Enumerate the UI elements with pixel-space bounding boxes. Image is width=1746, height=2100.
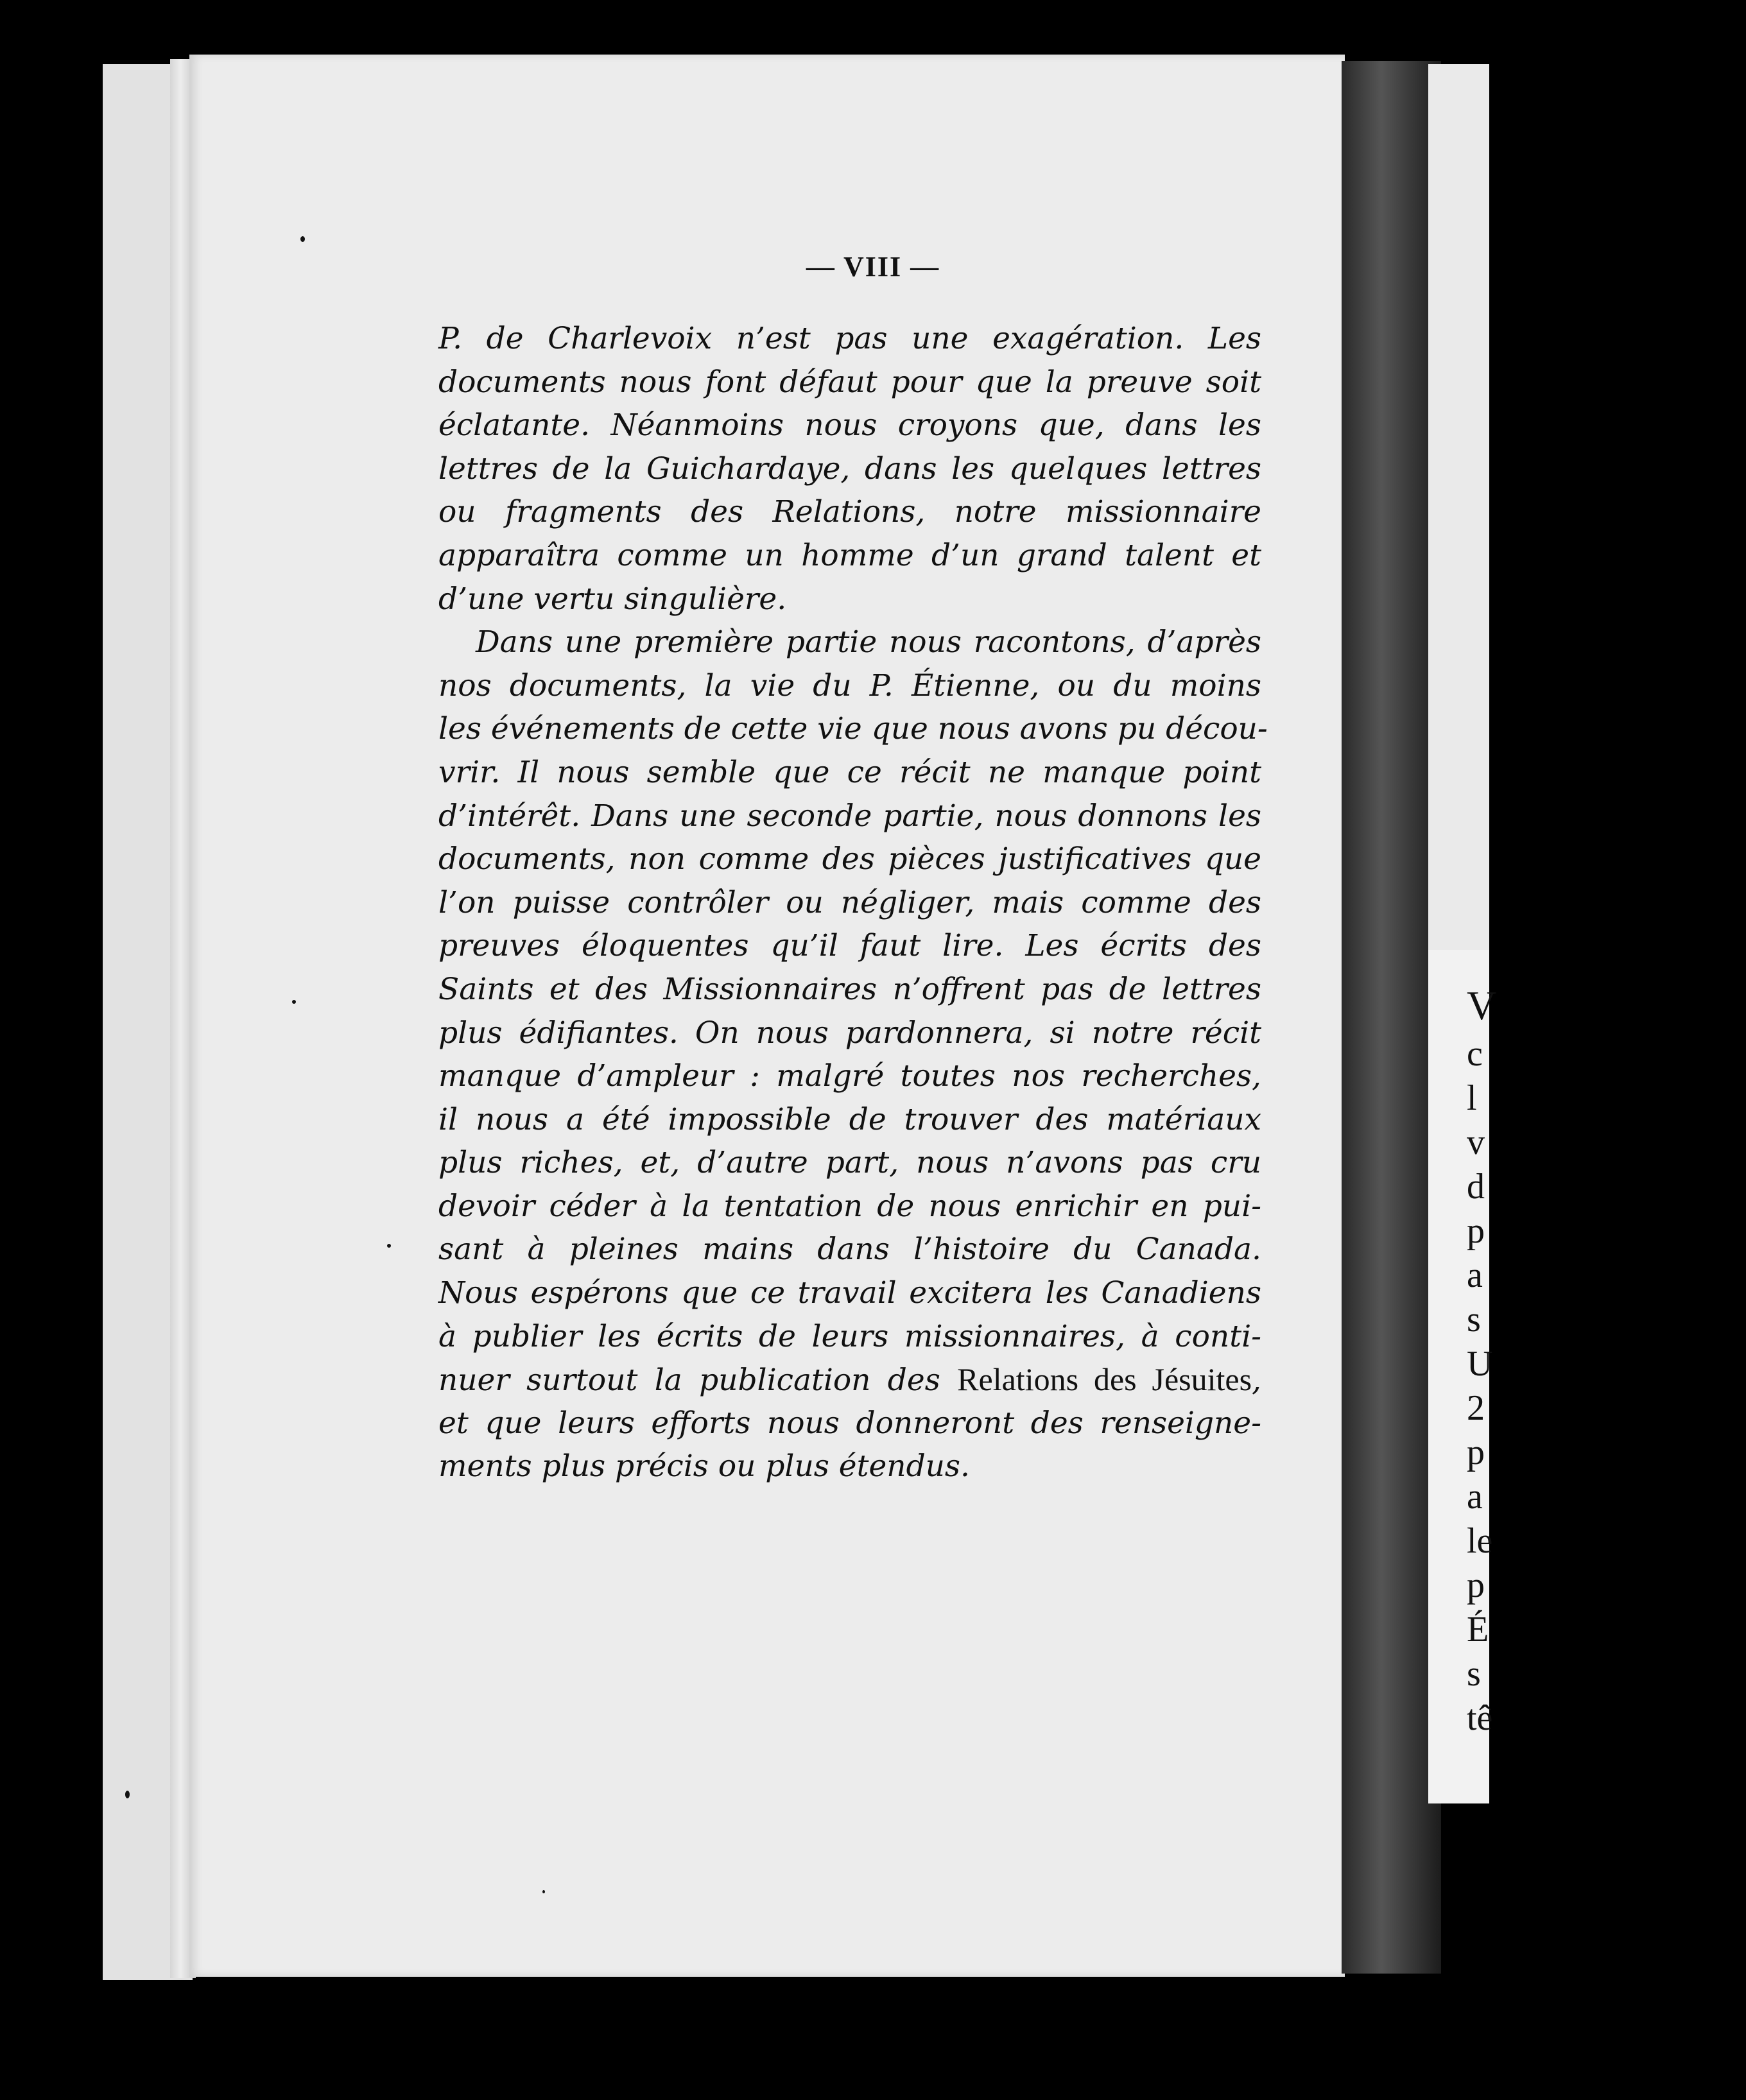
facing-page-letter: v	[1467, 1123, 1485, 1162]
book-gutter	[1342, 61, 1441, 1974]
facing-page-letter: a	[1467, 1477, 1483, 1517]
text-line: éclatante. Néanmoins nous croyons que, dans les	[438, 408, 1261, 443]
facing-page-top	[1428, 64, 1489, 950]
text-line: apparaîtra comme un homme d’un grand talent et	[438, 537, 1261, 573]
text-line: il nous a été impossible de trouver des matériaux	[438, 1101, 1261, 1137]
facing-page-letter: p	[1467, 1211, 1485, 1251]
facing-page-letter: V	[1467, 983, 1497, 1028]
text-line: documents nous font défaut pour que la preuve soit	[438, 364, 1261, 400]
facing-page-letter: tê	[1467, 1698, 1493, 1738]
text-line: ments plus précis ou plus étendus.	[438, 1449, 970, 1485]
text-line: plus riches, et, d’autre part, nous n’avons pas cru	[438, 1145, 1261, 1181]
paragraph-2	[438, 621, 1268, 1488]
text-line: d’une vertu singulière.	[438, 581, 787, 617]
facing-page-letter: s	[1467, 1654, 1481, 1694]
text-line: l’on puisse contrôler ou négliger, mais comme des	[438, 884, 1261, 920]
text-line: Dans une première partie nous racontons, d’après	[476, 624, 1261, 660]
text-fragment: nuer surtout la publication des	[438, 1363, 958, 1399]
facing-page-letter: 2	[1467, 1388, 1485, 1428]
text-line: les événements de cette vie que nous avons pu décou-	[438, 711, 1268, 747]
facing-page-letter: É	[1467, 1610, 1489, 1649]
text-line: P. de Charlevoix n’est pas une exagération. Les	[438, 321, 1261, 356]
facing-page-letter: d	[1467, 1167, 1485, 1207]
facing-page-letter: p	[1467, 1433, 1485, 1472]
scan-speck	[387, 1244, 391, 1248]
text-line: d’intérêt. Dans une seconde partie, nous donnons les	[438, 798, 1261, 834]
book-title: Relations des Jésuites	[957, 1361, 1252, 1398]
text-line: devoir céder à la tentation de nous enrichir en pui-	[438, 1188, 1261, 1224]
text-line: vrir. Il nous semble que ce récit ne manque point	[438, 754, 1261, 790]
text-line: preuves éloquentes qu’il faut lire. Les écrits des	[438, 928, 1261, 964]
page-number: — VIII —	[806, 251, 940, 282]
text-line: Saints et des Missionnaires n’offrent pas de lettres	[438, 971, 1261, 1007]
text-line-with-title	[438, 1358, 1261, 1402]
paragraph-1	[438, 317, 1261, 621]
facing-page-letter: l	[1467, 1078, 1477, 1118]
facing-page-letter: p	[1467, 1565, 1485, 1605]
text-line: à publier les écrits de leurs missionnaires, à conti-	[438, 1318, 1261, 1354]
text-line: ou fragments des Relations, notre missionnaire	[438, 494, 1261, 530]
text-line: lettres de la Guichardaye, dans les quelques lettres	[438, 451, 1261, 486]
scan-speck	[125, 1791, 130, 1798]
scan-speck	[292, 1000, 296, 1004]
scan-speck	[542, 1890, 545, 1893]
text-line: sant à pleines mains dans l’histoire du Canada.	[438, 1232, 1261, 1268]
scan-speck	[300, 236, 305, 242]
text-line: Nous espérons que ce travail excitera les Canadiens	[438, 1275, 1261, 1311]
text-line: nos documents, la vie du P. Étienne, ou du moins	[438, 667, 1261, 703]
text-fragment: ,	[1252, 1363, 1261, 1399]
body-text	[438, 317, 1268, 1488]
text-line: manque d’ampleur : malgré toutes nos recherches,	[438, 1058, 1261, 1094]
facing-page-letter: s	[1467, 1300, 1481, 1339]
text-line: documents, non comme des pièces justificatives que	[438, 841, 1261, 877]
facing-page-letter: a	[1467, 1255, 1483, 1295]
text-line: plus édifiantes. On nous pardonnera, si notre récit	[438, 1015, 1261, 1051]
facing-page-letter: le	[1467, 1521, 1493, 1561]
text-line: et que leurs efforts nous donneront des renseigne-	[438, 1405, 1261, 1441]
facing-page-letter: c	[1467, 1034, 1483, 1074]
facing-page-letter: U	[1467, 1344, 1493, 1384]
